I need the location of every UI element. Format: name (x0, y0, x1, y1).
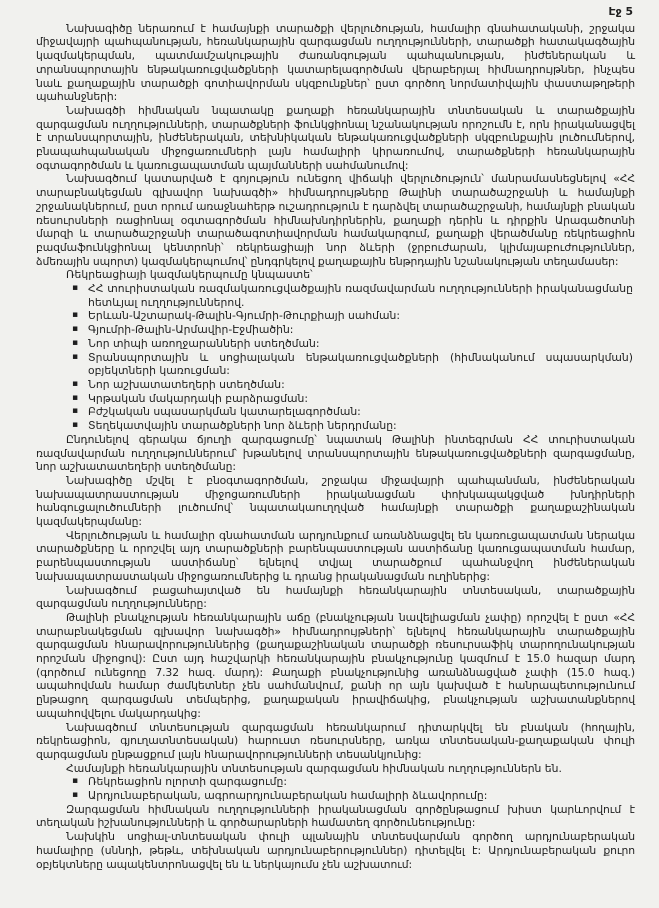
bullet-item: ▪ Գյումրի-Թալին-Արմավիր-Էջմիածին: (88, 323, 635, 337)
bullet-item: ▪ Արդյունաբերական, ագրոարդյունաբերական համալիրի ձևավորումը: (88, 789, 635, 803)
bullet-list (36, 282, 635, 433)
bullet-item: ▪ Տեղեկատվային տարածքների նոր ձևերի ներդրմանը: (88, 419, 635, 433)
paragraph: Նախագծում կատարված է գոյություն ունեցող վիճակի վերլուծություն՝ մանրամասնեցնելով «ՀՀ տարաբնակեցման գլխավոր նախագծի» հիմնադրույթները Թալինի տարածաշրջանի և համայնքի շրջանակներում, ըստ որում առաջնահերթ ուշադրություն է դարձվել տարածաշրջանի, համայնքի բնական ռեսուրսների ռացիոնալ օգտագործման հիմնախնդիրներին, քաղաքի դերին և դիրքին Արագածոտնի մարզի և տարածաշրջանի տարածագոտիավորման համակարգում, քաղաքի վերածմանը ռեկրեացիոն բազմաֆունկցիոնալ կենտրոնի՝ ռեկրեացիայի նոր ձևերի (ջրբուժարան, կլիմայաբուժություններ, ձմեռային սպորտ) կազմակերպումով՝ ընդգրկելով քաղաքային ենթրդային նշանակության տեղամասեր: (36, 172, 635, 268)
bullet-item: ▪ Կրթական մակարդակի բարձրացման: (88, 392, 635, 406)
bullet-item: ▪ Ռեկրեացիոն ոլորտի զարգացումը: (88, 775, 635, 789)
paragraph: Նախկին սոցիալ-տնտեսական փուլի պլանային տնտեսվարման գործող արդյունաբերական համալիրը (սննդի, թեթև, տեխնական արդյունաբերություններ) դիտելվել է: Արդյունաբերական քուրո օբյեկտները ապակենտրոնացվել են և ներկայումս չեն աշխատում: (36, 830, 635, 871)
paragraph: Ընդունելով գերակա ճյուղի զարգացումը՝ նպատակ Թալինի ինտեգրման ՀՀ տուրիստական ռազմավարման ուղղություններում՝ խթանելով տրանսպորտային ենթակառուցվածքների զարգացմանը, նոր աշխատատեղերի ստեղծմանը: (36, 432, 635, 474)
bullet-item: ▪ Երևան-Աշտարակ-Թալին-Գյումրի-Թուրքիայի սահման: (88, 309, 635, 323)
paragraph: Զարգացման հիմնական ուղղությունների իրականացման գործընթացում խիստ կարևորվում է տեղական իշխանությունների և գործարարների համատեղ գործունեությունը: (36, 802, 635, 830)
bullet-item: ▪ Նոր աշխատատեղերի ստեղծման: (88, 378, 635, 392)
paragraph: Թալինի բնակչության հեռանկարային աճը (բնակչության նավելիացման չափը) որոշվել է ըստ «ՀՀ տարաբնակեցման գլխավոր նախագծի» հիմնադրույթների՝ ելնելով հեռանկարային տարածքային զարգացման հնարավորություններից (քաղաքաշինական տարածքի ռեսուրսաֆիկ տարողունակության որոշման միջոցով): Ըստ այդ հաշվարկի հեռանկարային բնակչությունը կազմում է 15.0 հազար մարդ (գործում ունեցողը 7.32 հազ. մարդ): Քաղաքի բնակչությունից առանձնացված չափի (15.0 հազ.) ապահովման համար ժամկետներ չեն սահմանվում, քանի որ այն կախված է հանրապետությունում ընթացող զարգացման տեմպերից, քաղաքական իրավիճակից, բնակչության աշխատանքներով ապահովվելու մակարդակից: (36, 610, 635, 720)
bullet-item: ▪ Նոր տիպի առողջարանների ստեղծման: (88, 337, 635, 351)
bullet-item: ▪ ՀՀ տուրիստական ռազմակառուցվածքային ռազմավարման ուղղությունների իրականացմանը հետևյալ ուղղություններով. (88, 282, 635, 309)
bullet-item: ▪ Բժշկական սպասարկման կատարելագործման: (88, 405, 635, 419)
paragraph: Նախագիծը ներառում է համայնքի տարածքի վերլուծության, համալիր գնահատականի, շրջակա միջավայրի պահպանության, հեռանկարային զարգացման ուղղությունների, տարածքի հատակագծային կազմակերպման, պատմամշակութային ժառանգության պահպանության, ինժեներական և տրանսպորտային ենթակառուցվածքների կատարելագործման վերաբերյալ հիմնադրույթներ, ինչպես նաև քաղաքային տարածքի գոտիավորման սկզբունքներ՝ ըստ գործող նորմատիվային փաստաթղթերի պահանջների: (36, 21, 635, 104)
paragraph: Վերլուծության և համալիր գնահատման արդյունքում առանձնացվել են կառուցապատման ներակա տարածքները և որոշվել այդ տարածքների բարենպաստության աստիճանը կառուցապատման համար, բարենպաստության աստիճանը՝ ելնելով տվյալ տարածքում պահանջվող ինժեներական նախապատրաստական միջոցառումներից և դրանց իրականացման ուղիներից: (36, 528, 635, 583)
paragraph: Նախագծում բացահայտված են համայնքի հեռանկարային տնտեսական, տարածքային զարգացման ուղղությունները: (36, 583, 635, 611)
bullet-list (36, 775, 635, 802)
bullet-item: ▪ Տրանսպորտային և սոցիալական ենթակառուցվածքների (հիմնականում սպասարկման) օբյեկտների կառուցման: (88, 351, 635, 378)
paragraph: Նախագիծը մշվել է բնօգտագործման, շրջակա միջավայրի պահպանման, ինժեներական նախապատրաստության միջոցառումների իրականացման փոխկապակցված խնդիրների հանգուցալուծումների լուծումով՝ նպատակաուղղված համայնքի տարածքի քաղաքաշինական կազմակերպմանը: (36, 473, 635, 529)
list-intro: Համայնքի հեռանկարային տնտեսության զարգացման հիմնական ուղղություններն են. (66, 761, 562, 775)
paragraph: Նախագծում տնտեսության զարգացման հեռանկարում դիտարկվել են բնական (հողային, ռեկրեացիոն, գյուղատնտեսական) հարուստ ռեսուրսները, առկա տնտեսական-քաղաքական փուլի զարգացման ընթացքում լայն հնարավորությունների տեսանկյունից: (36, 720, 635, 761)
paragraph: Նախագծի հիմնական նպատակը քաղաքի հեռանկարային տնտեսական և տարածքային զարգացման ուղղությունների, տարածքների ֆունկցիոնալ նշանակության որոշումն է, որն իրականացվել է տրանսպորտային, ինժեներական, տեխնիկական ենթակառուցվածքների սկզբունքային լուծումներով, բնապահպանական միջոցառումների լայն համալիրի կիրառումով, տարածքների հեռանկարային օգտագործման և կառուցապատման պայմանների սահմանումով: (36, 103, 635, 172)
list-intro: Ռեկրեացիայի կազմակերպումը կնպաստե՝ (66, 268, 313, 282)
page-number: Էջ 5 (608, 5, 633, 18)
